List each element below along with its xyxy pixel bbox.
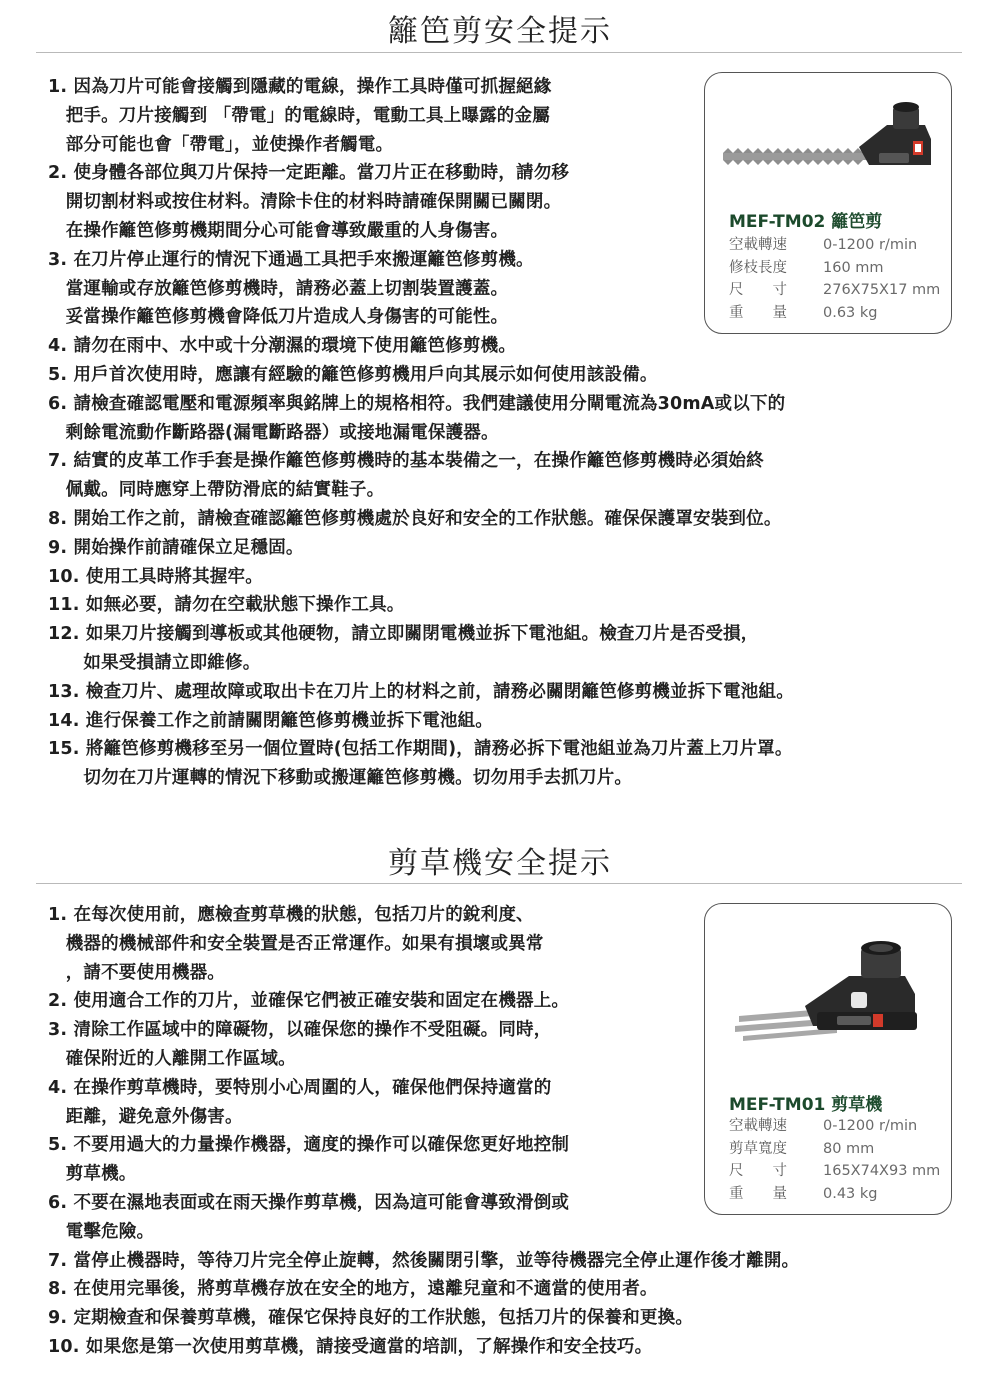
spec-value: 0-1200 r/min [823, 1118, 918, 1134]
mower-safety-item [48, 1016, 799, 1074]
mower-safety-item-line: 3. 清除工作區域中的障礙物，以確保您的操作不受阻礙。同時， [48, 1020, 552, 1041]
hedge-safety-item-line: 7. 結實的皮革工作手套是操作籬笆修剪機時的基本裝備之一，在操作籬笆修剪機時必須始終 [48, 451, 764, 472]
mower-safety-item-line: 1. 在每次使用前，應檢查剪草機的狀態，包括刀片的銳利度、 [48, 905, 534, 925]
mower-card-title: MEF-TM01 剪草機 [729, 1095, 883, 1115]
spec-value: 160 mm [823, 259, 884, 276]
spec-label: 修枝長度 [729, 259, 787, 276]
mower-safety-list [48, 901, 799, 1362]
hedge-spec-table [729, 234, 940, 324]
mower-section-title: 剪草機安全提示 [388, 846, 612, 881]
mower-spec-card [704, 903, 952, 1215]
spec-value: 0.63 kg [823, 304, 878, 321]
mower-safety-item-line: 電擊危險。 [48, 1221, 155, 1242]
mower-safety-item [48, 1131, 799, 1189]
hedge-safety-list [48, 73, 794, 793]
mower-safety-item-line: 確保附近的人離開工作區域。 [48, 1048, 296, 1069]
hedge-safety-item [48, 159, 794, 245]
mower-safety-item [48, 1275, 799, 1304]
mower-safety-item [48, 1333, 799, 1362]
hedge-safety-item [48, 390, 794, 448]
hedge-safety-item-line: 15. 將籬笆修剪機移至另一個位置時(包括工作期間)，請務必拆下電池組並為刀片蓋上刀片罩。 [48, 739, 793, 760]
mower-safety-item-line: 6. 不要在濕地表面或在雨天操作剪草機，因為這可能會導致滑倒或 [48, 1192, 570, 1213]
hedge-safety-item-line: 1. 因為刀片可能會接觸到隱藏的電線，操作工具時僅可抓握絕緣 [48, 77, 552, 97]
hedge-spec-row [729, 257, 940, 280]
mower-safety-item [48, 1189, 799, 1247]
mower-safety-item-line: 機器的機械部件和安全裝置是否正常運作。如果有損壞或異常 [48, 933, 544, 954]
spec-value: 276X75X17 mm [823, 282, 941, 298]
hedge-safety-item-line: 當運輸或存放籬笆修剪機時，請務必蓋上切割裝置護蓋。 [48, 278, 509, 299]
hedge-safety-item [48, 678, 794, 707]
hedge-safety-item-line: 8. 開始工作之前，請檢查確認籬笆修剪機處於良好和安全的工作狀態。確保保護罩安裝到位。 [48, 508, 782, 529]
hedge-safety-item-line: 部分可能也會「帶電」，並使操作者觸電。 [48, 134, 394, 155]
spec-value: 80 mm [823, 1140, 875, 1157]
hedge-safety-item-line: 11. 如無必要，請勿在空載狀態下操作工具。 [48, 595, 405, 616]
mower-safety-item-line: 2. 使用適合工作的刀片，並確保它們被正確安裝和固定在機器上。 [48, 991, 570, 1012]
mower-safety-item-line: 距離，避免意外傷害。 [48, 1106, 243, 1127]
mower-safety-item [48, 987, 799, 1016]
hedge-safety-item [48, 735, 794, 793]
mower-safety-item-line: 7. 當停止機器時，等待刀片完全停止旋轉，然後關閉引擎，並等待機器完全停止運作後才離開。 [48, 1250, 800, 1271]
spec-value: 0-1200 r/min [823, 237, 918, 253]
spec-label: 尺 寸 [729, 1163, 787, 1179]
hedge-safety-item [48, 563, 794, 592]
spec-label: 空載轉速 [729, 1118, 787, 1134]
mower-safety-item-line: 8. 在使用完畢後，將剪草機存放在安全的地方，遠離兒童和不適當的使用者。 [48, 1279, 658, 1300]
hedge-spec-row [729, 234, 940, 257]
hedge-safety-item [48, 447, 794, 505]
hedge-spec-row [729, 279, 940, 302]
hedge-blade-icon [723, 148, 869, 165]
hedge-motor-head-icon [859, 102, 931, 165]
hedge-safety-item-line: 3. 在刀片停止運行的情況下通過工具把手來搬運籬笆修剪機。 [48, 249, 534, 270]
hedge-safety-item [48, 505, 794, 534]
spec-label: 尺 寸 [729, 282, 787, 298]
hedge-safety-item [48, 707, 794, 736]
hedge-spec-row [729, 302, 940, 325]
spec-label: 重 量 [729, 304, 787, 321]
mower-safety-item-line: 4. 在操作剪草機時，要特別小心周圍的人，確保他們保持適當的 [48, 1077, 552, 1098]
hedge-section-title: 籬笆剪安全提示 [388, 14, 612, 49]
hedge-safety-item-line: 14. 進行保養工作之前請關閉籬笆修剪機並拆下電池組。 [48, 710, 493, 731]
mower-safety-item-line: 9. 定期檢查和保養剪草機，確保它保持良好的工作狀態，包括刀片的保養和更換。 [48, 1308, 694, 1329]
hedge-safety-item-line: 開切割材料或按住材料。清除卡住的材料時請確保開關已關閉。 [48, 192, 562, 213]
mower-safety-item [48, 1304, 799, 1333]
mower-safety-item-line: 5. 不要用過大的力量操作機器，適度的操作可以確保您更好地控制 [48, 1135, 570, 1156]
mower-spec-row [729, 1160, 940, 1183]
hedge-safety-item-line: 4. 請勿在雨中、水中或十分潮濕的環境下使用籬笆修剪機。 [48, 336, 517, 357]
spec-value: 165X74X93 mm [823, 1163, 941, 1179]
hedge-safety-item-line: 2. 使身體各部位與刀片保持一定距離。當刀片正在移動時，請勿移 [48, 163, 570, 184]
hedge-safety-item-line: 12. 如果刀片接觸到導板或其他硬物，請立即關閉電機並拆下電池組。檢查刀片是否受損， [48, 624, 759, 645]
mower-spec-row [729, 1115, 940, 1138]
hedge-safety-item [48, 73, 794, 159]
hedge-safety-item-line: 如果受損請立即維修。 [48, 652, 261, 673]
hedge-safety-item [48, 246, 794, 332]
hedge-safety-item-line: 佩戴。同時應穿上帶防滑底的結實鞋子。 [48, 480, 385, 501]
hedge-safety-item [48, 361, 794, 390]
hedge-spec-card [704, 72, 952, 334]
hedge-title-rule [36, 52, 962, 53]
hedge-card-title: MEF-TM02 籬笆剪 [729, 212, 883, 232]
hedge-safety-item [48, 620, 794, 678]
hedge-safety-item [48, 332, 794, 361]
mower-spec-row [729, 1138, 940, 1161]
mower-title-rule [36, 883, 962, 884]
mower-safety-item-line: ，請不要使用機器。 [48, 962, 225, 983]
hedge-safety-item [48, 534, 794, 563]
mower-motor-head-icon [805, 941, 917, 1030]
hedge-safety-item-line: 妥當操作籬笆修剪機會降低刀片造成人身傷害的可能性。 [48, 307, 509, 328]
spec-value: 0.43 kg [823, 1185, 878, 1202]
spec-label: 空載轉速 [729, 237, 787, 253]
spec-label: 剪草寬度 [729, 1140, 787, 1157]
mower-safety-item-line: 10. 如果您是第一次使用剪草機，請接受適當的培訓，了解操作和安全技巧。 [48, 1336, 653, 1357]
mower-safety-item-line: 剪草機。 [48, 1164, 137, 1185]
mower-safety-item [48, 901, 799, 987]
mower-safety-item [48, 1247, 799, 1276]
mower-illustration [709, 908, 949, 1078]
hedge-safety-item-line: 10. 使用工具時將其握牢。 [48, 566, 263, 587]
hedge-safety-item [48, 591, 794, 620]
spec-label: 重 量 [729, 1185, 787, 1202]
hedge-safety-item-line: 13. 檢查刀片、處理故障或取出卡在刀片上的材料之前，請務必關閉籬笆修剪機並拆下電池組。 [48, 681, 794, 702]
hedge-safety-item-line: 5. 用戶首次使用時，應讓有經驗的籬笆修剪機用戶向其展示如何使用該設備。 [48, 364, 658, 385]
mower-spec-table [729, 1115, 940, 1205]
mower-spec-row [729, 1183, 940, 1206]
hedge-safety-item-line: 剩餘電流動作斷路器(漏電斷路器）或接地漏電保護器。 [48, 422, 499, 443]
hedge-safety-item-line: 9. 開始操作前請確保立足穩固。 [48, 537, 304, 558]
hedge-safety-item-line: 在操作籬笆修剪機期間分心可能會導致嚴重的人身傷害。 [48, 220, 509, 241]
mower-safety-item [48, 1074, 799, 1132]
hedge-safety-item-line: 6. 請檢查確認電壓和電源頻率與銘牌上的規格相符。我們建議使用分閘電流為30mA或以下的 [48, 393, 786, 414]
hedge-trimmer-illustration [709, 77, 949, 197]
hedge-safety-item-line: 切勿在刀片運轉的情況下移動或搬運籬笆修剪機。切勿用手去抓刀片。 [48, 768, 633, 789]
hedge-safety-item-line: 把手。刀片接觸到 「帶電」的電線時，電動工具上曝露的金屬 [48, 105, 550, 126]
